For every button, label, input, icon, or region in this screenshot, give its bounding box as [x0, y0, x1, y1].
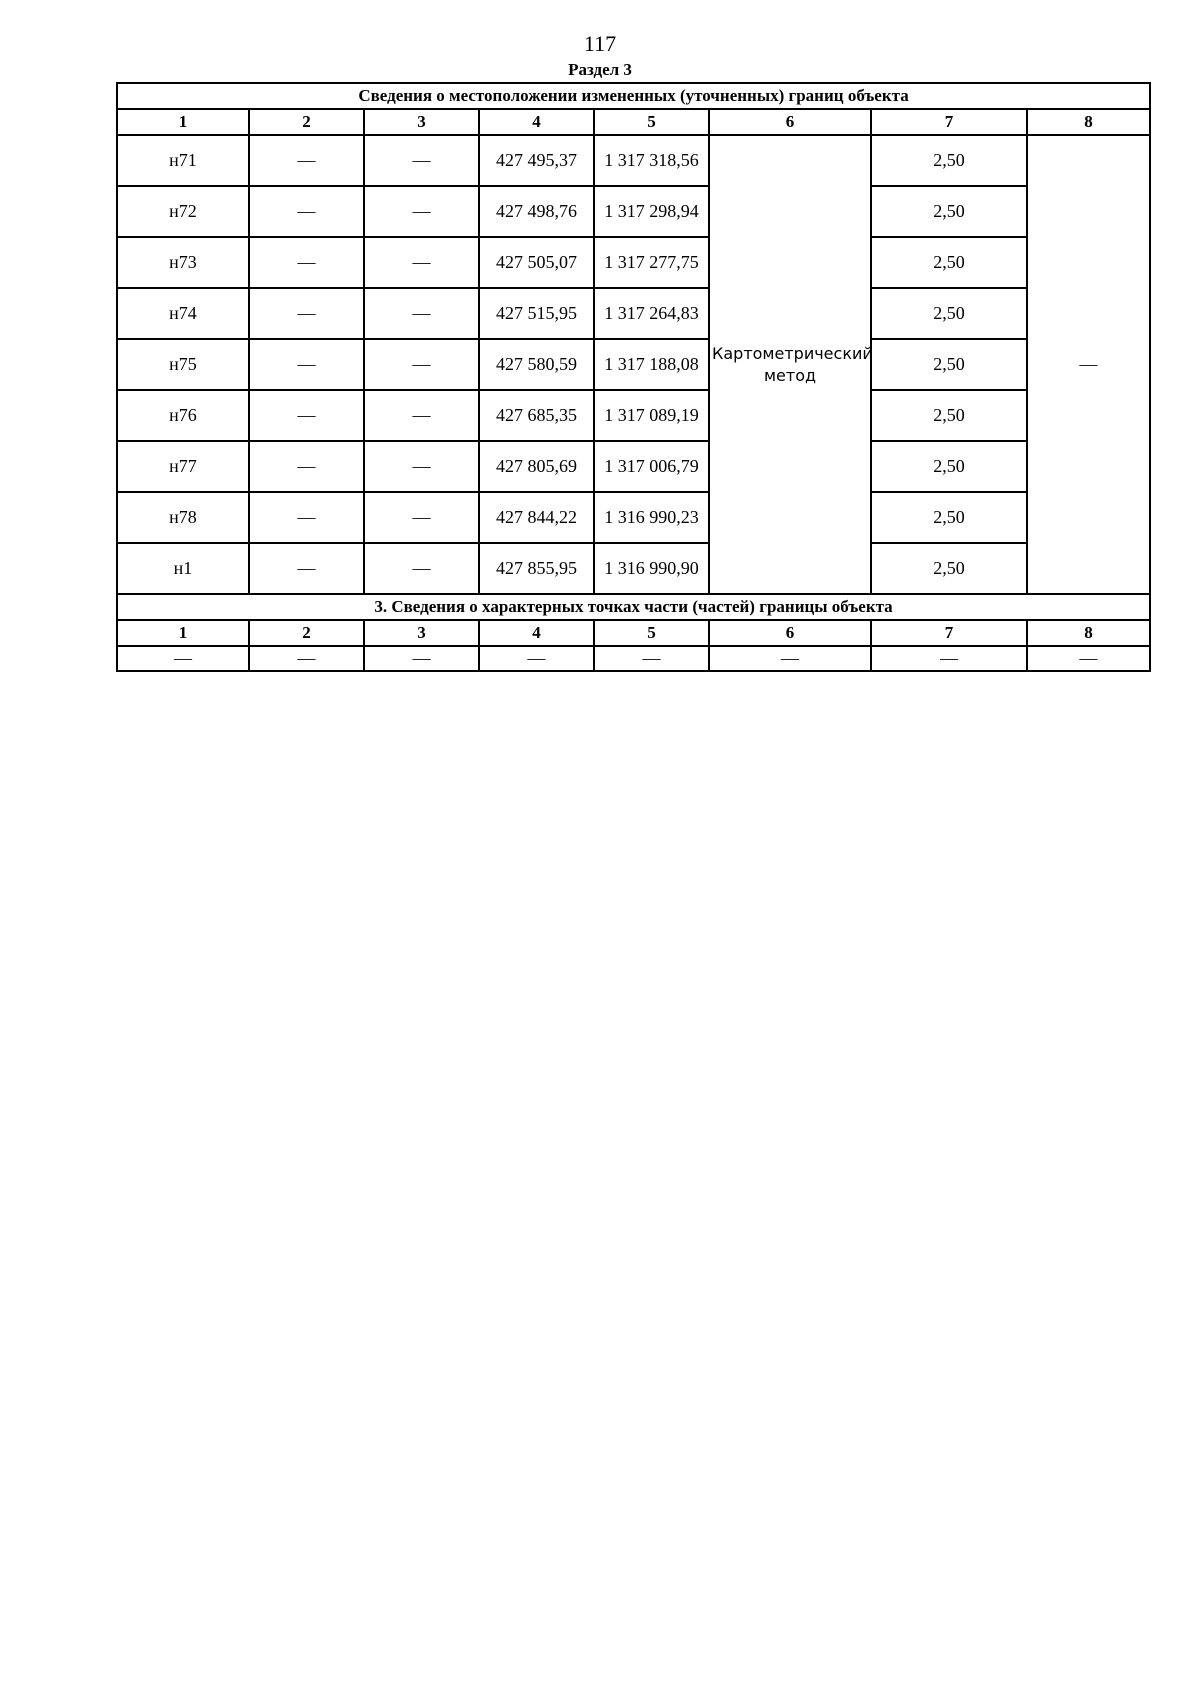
x-coordinate-cell: 427 580,59: [479, 339, 594, 390]
accuracy-cell: 2,50: [871, 237, 1027, 288]
dash-cell: —: [249, 186, 364, 237]
dash-cell: —: [249, 646, 364, 671]
point-name-cell: н78: [117, 492, 249, 543]
dash-cell: —: [364, 339, 479, 390]
point-name-cell: н74: [117, 288, 249, 339]
y-coordinate-cell: 1 317 298,94: [594, 186, 709, 237]
section3-caption: 3. Сведения о характерных точках части (частей) границы объекта: [117, 594, 1150, 620]
table-row: [117, 543, 1150, 594]
dash-cell: —: [364, 288, 479, 339]
point-name-cell: н76: [117, 390, 249, 441]
table-row: [117, 441, 1150, 492]
y-coordinate-cell: 1 316 990,23: [594, 492, 709, 543]
dash-cell: —: [1027, 646, 1150, 671]
column-header: 6: [709, 109, 871, 135]
table-row: [117, 492, 1150, 543]
column-header: 1: [117, 109, 249, 135]
table-row: [117, 288, 1150, 339]
dash-cell: —: [249, 237, 364, 288]
dash-cell: —: [871, 646, 1027, 671]
y-coordinate-cell: 1 317 277,75: [594, 237, 709, 288]
column-header: 3: [364, 620, 479, 646]
dash-cell: —: [364, 543, 479, 594]
point-name-cell: н75: [117, 339, 249, 390]
accuracy-cell: 2,50: [871, 135, 1027, 186]
table-row: [117, 237, 1150, 288]
x-coordinate-cell: 427 685,35: [479, 390, 594, 441]
dash-cell: —: [249, 288, 364, 339]
x-coordinate-cell: 427 805,69: [479, 441, 594, 492]
column-header: 8: [1027, 109, 1150, 135]
column-header: 7: [871, 620, 1027, 646]
table-row: [117, 390, 1150, 441]
point-name-cell: н77: [117, 441, 249, 492]
dash-cell: —: [249, 543, 364, 594]
header-row: [117, 620, 1150, 646]
dash-cell: —: [249, 441, 364, 492]
y-coordinate-cell: 1 316 990,90: [594, 543, 709, 594]
table-row: [117, 646, 1150, 671]
accuracy-cell: 2,50: [871, 390, 1027, 441]
point-name-cell: н72: [117, 186, 249, 237]
column-header: 2: [249, 109, 364, 135]
dash-cell: —: [249, 390, 364, 441]
y-coordinate-cell: 1 317 006,79: [594, 441, 709, 492]
page-number: 117: [583, 31, 617, 56]
point-name-cell: н71: [117, 135, 249, 186]
header-row: [117, 109, 1150, 135]
accuracy-cell: 2,50: [871, 186, 1027, 237]
method-cell: Картометрический метод: [709, 135, 871, 594]
column-header: 8: [1027, 620, 1150, 646]
column-header: 2: [249, 620, 364, 646]
y-coordinate-cell: 1 317 188,08: [594, 339, 709, 390]
column-header: 1: [117, 620, 249, 646]
boundary-table: [116, 82, 1151, 672]
table-row: [117, 339, 1150, 390]
accuracy-cell: 2,50: [871, 441, 1027, 492]
point-name-cell: н73: [117, 237, 249, 288]
dash-cell: —: [364, 441, 479, 492]
y-coordinate-cell: 1 317 089,19: [594, 390, 709, 441]
dash-cell: —: [364, 135, 479, 186]
accuracy-cell: 2,50: [871, 492, 1027, 543]
dash-cell: —: [249, 135, 364, 186]
column-header: 5: [594, 109, 709, 135]
x-coordinate-cell: 427 844,22: [479, 492, 594, 543]
x-coordinate-cell: 427 855,95: [479, 543, 594, 594]
table-row: [117, 186, 1150, 237]
dash-cell: —: [249, 339, 364, 390]
column-header: 3: [364, 109, 479, 135]
y-coordinate-cell: 1 317 264,83: [594, 288, 709, 339]
y-coordinate-cell: 1 317 318,56: [594, 135, 709, 186]
point-name-cell: н1: [117, 543, 249, 594]
column-header: 4: [479, 620, 594, 646]
dash-cell: —: [709, 646, 871, 671]
dash-cell: —: [364, 646, 479, 671]
x-coordinate-cell: 427 498,76: [479, 186, 594, 237]
dash-cell: —: [364, 390, 479, 441]
dash-cell: —: [249, 492, 364, 543]
dash-cell: —: [364, 237, 479, 288]
column-header: 6: [709, 620, 871, 646]
column-header: 5: [594, 620, 709, 646]
accuracy-cell: 2,50: [871, 288, 1027, 339]
table-caption: Сведения о местоположении измененных (уточненных) границ объекта: [117, 83, 1150, 109]
x-coordinate-cell: 427 495,37: [479, 135, 594, 186]
dash-cell: —: [479, 646, 594, 671]
table-row: [117, 135, 1150, 186]
column-header: 7: [871, 109, 1027, 135]
accuracy-cell: 2,50: [871, 543, 1027, 594]
x-coordinate-cell: 427 505,07: [479, 237, 594, 288]
column8-cell: —: [1027, 135, 1150, 594]
dash-cell: —: [594, 646, 709, 671]
dash-cell: —: [364, 186, 479, 237]
x-coordinate-cell: 427 515,95: [479, 288, 594, 339]
column-header: 4: [479, 109, 594, 135]
accuracy-cell: 2,50: [871, 339, 1027, 390]
section-title: Раздел 3: [568, 60, 632, 79]
dash-cell: —: [364, 492, 479, 543]
dash-cell: —: [117, 646, 249, 671]
